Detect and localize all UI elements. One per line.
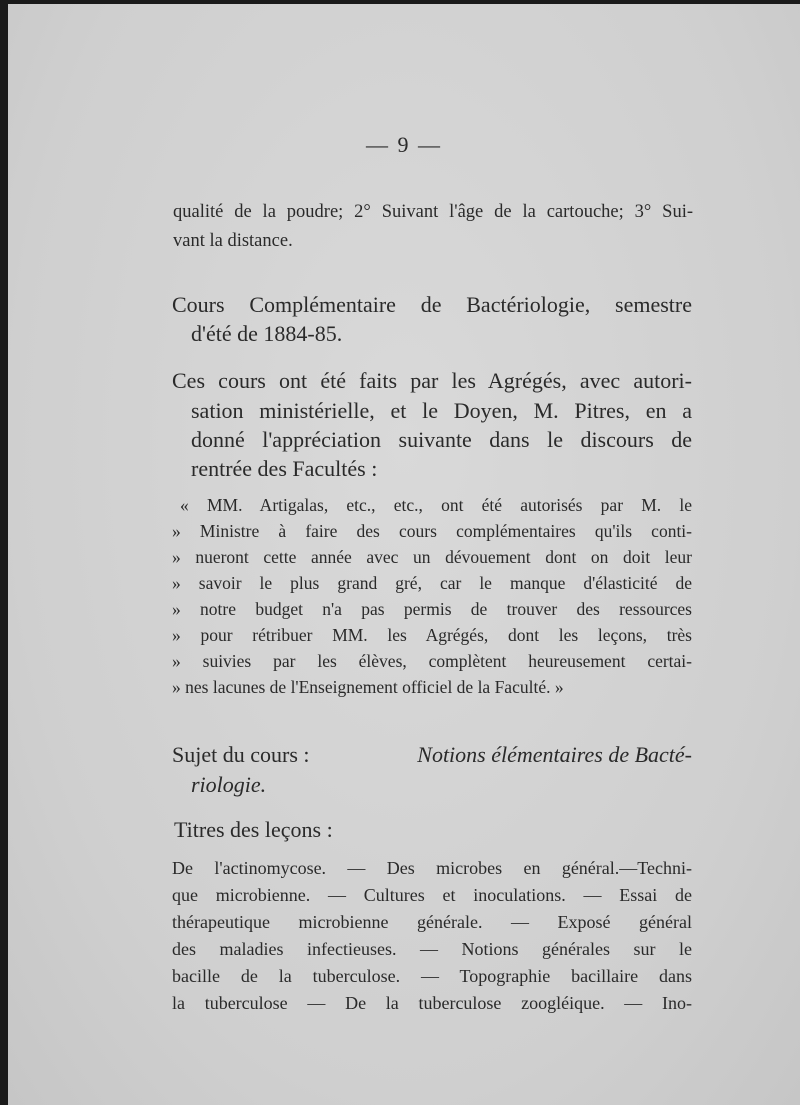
paragraph-line-3: donné l'appréciation suivante dans le discours de	[191, 427, 692, 452]
quote-line-3: » nueront cette année avec un dévouement dont on doit leur	[172, 547, 692, 567]
lessons-line-3: thérapeutique microbienne générale. — Exposé général	[172, 912, 692, 932]
quote-line-8: » nes lacunes de l'Enseignement officiel de la Faculté. »	[172, 677, 564, 697]
quote-line-7: » suivies par les élèves, complètent heureusement certai-	[172, 651, 692, 671]
quote-line-1: « MM. Artigalas, etc., etc., ont été autorisés par M. le	[180, 495, 692, 515]
lessons-line-4: des maladies infectieuses. — Notions générales sur le	[172, 939, 692, 959]
subject-label: Sujet du cours :	[172, 742, 310, 767]
intro-line-2: vant la distance.	[173, 231, 293, 251]
lessons-line-2: que microbienne. — Cultures et inoculations. — Essai de	[172, 885, 692, 905]
document-page	[8, 4, 800, 1105]
quote-line-5: » notre budget n'a pas permis de trouver des ressources	[172, 599, 692, 619]
quote-line-2: » Ministre à faire des cours complémentaires qu'ils conti-	[172, 521, 692, 541]
course-title-line-2: d'été de 1884-85.	[191, 321, 343, 346]
course-title-line-1: Cours Complémentaire de Bactériologie, semestre	[172, 292, 692, 317]
paragraph-line-4: rentrée des Facultés :	[191, 456, 378, 481]
quote-line-6: » pour rétribuer MM. les Agrégés, dont les leçons, très	[172, 625, 692, 645]
quote-line-4: » savoir le plus grand gré, car le manque d'élasticité de	[172, 573, 692, 593]
paragraph-line-1: Ces cours ont été faits par les Agrégés, avec autori-	[172, 368, 692, 393]
subject-line-1	[172, 744, 692, 766]
lessons-line-5: bacille de la tuberculose. — Topographie bacillaire dans	[172, 966, 692, 986]
intro-line-1: qualité de la poudre; 2° Suivant l'âge de la cartouche; 3° Sui-	[173, 202, 693, 222]
subject-title: Notions élémentaires de Bacté-	[417, 742, 692, 767]
lessons-line-1: De l'actinomycose. — Des microbes en général.—Techni-	[172, 858, 692, 878]
lessons-line-6: la tuberculose — De la tuberculose zoogléique. — Ino-	[172, 993, 692, 1013]
page-number: — 9 —	[366, 132, 442, 157]
paragraph-line-2: sation ministérielle, et le Doyen, M. Pitres, en a	[191, 398, 692, 423]
subject-line-2: riologie.	[191, 772, 267, 797]
titles-heading: Titres des leçons :	[174, 817, 333, 842]
